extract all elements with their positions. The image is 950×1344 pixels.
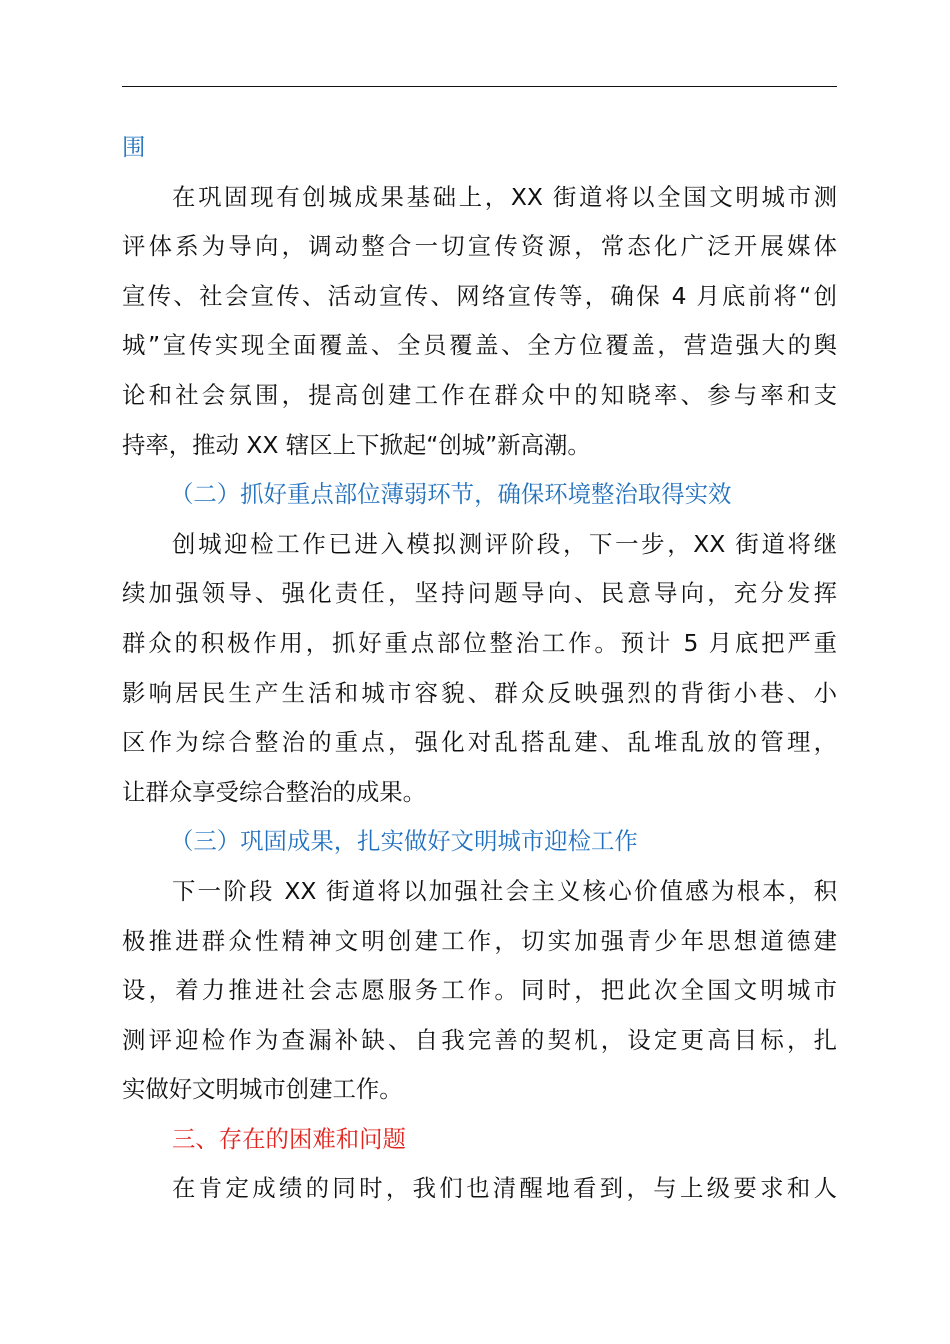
chapter-heading: 三、存在的困难和问题 [172,1124,406,1153]
paragraph-line: 续加强领导、强化责任，坚持问题导向、民意导向，充分发挥 [122,579,837,608]
paragraph-line: 极推进群众性精神文明创建工作，切实加强青少年思想道德建 [122,926,837,955]
section-heading: （三）巩固成果，扎实做好文明城市迎检工作 [170,827,638,856]
paragraph-line: 城”宣传实现全面覆盖、全员覆盖、全方位覆盖，营造强大的舆 [122,331,837,360]
document-body [122,123,837,1214]
paragraph-line: 群众的积极作用，抓好重点部位整治工作。预计 5 月底把严重 [122,628,837,657]
paragraph-line: 设，着力推进社会志愿服务工作。同时，把此次全国文明城市 [122,976,837,1005]
section-heading: （二）抓好重点部位薄弱环节，确保环境整治取得实效 [170,480,732,509]
paragraph-line: 创城迎检工作已进入模拟测评阶段，下一步，XX 街道将继 [172,529,837,558]
paragraph-line: 区作为综合整治的重点，强化对乱搭乱建、乱堆乱放的管理， [122,728,837,757]
paragraph-line: 持率，推动 XX 辖区上下掀起“创城”新高潮。 [122,430,591,459]
paragraph-line: 评体系为导向，调动整合一切宣传资源，常态化广泛开展媒体 [122,232,837,261]
header-rule [122,86,837,87]
paragraph-line: 论和社会氛围，提高创建工作在群众中的知晓率、参与率和支 [122,380,837,409]
paragraph-line: 下一阶段 XX 街道将以加强社会主义核心价值感为根本，积 [172,876,837,905]
paragraph-line: 在巩固现有创城成果基础上，XX 街道将以全国文明城市测 [172,182,837,211]
paragraph-line: 在肯定成绩的同时，我们也清醒地看到，与上级要求和人 [172,1174,837,1203]
paragraph-line: 宣传、社会宣传、活动宣传、网络宣传等，确保 4 月底前将“创 [122,281,837,310]
paragraph-line: 让群众享受综合整治的成果。 [122,777,427,806]
paragraph-line: 测评迎检作为查漏补缺、自我完善的契机，设定更高目标，扎 [122,1025,837,1054]
paragraph-line: 影响居民生产生活和城市容貌、群众反映强烈的背街小巷、小 [122,678,837,707]
heading-continuation: 围 [122,133,146,161]
paragraph-line: 实做好文明城市创建工作。 [122,1075,403,1104]
